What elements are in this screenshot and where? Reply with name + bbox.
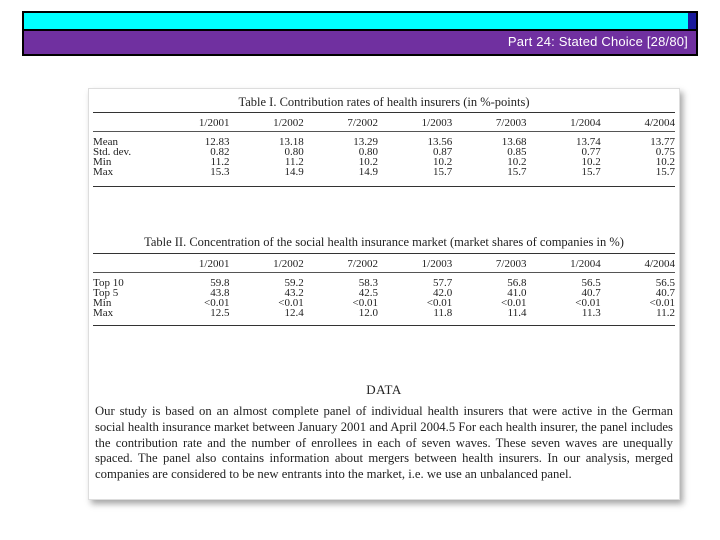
table2-column-header: 1/2004 — [570, 258, 601, 270]
slide-title: Part 24: Stated Choice [28/80] — [507, 34, 688, 49]
table1-cell: 10.2 — [507, 156, 527, 168]
table1-cell: 12.83 — [204, 136, 230, 148]
table2-cell: <0.01 — [500, 297, 527, 309]
table2-cell: 43.2 — [284, 287, 304, 299]
table2-caption: Table II. Concentration of the social health insurance market (market shares of companies in %) — [144, 235, 624, 249]
table2-bottom-rule — [93, 325, 675, 326]
table1-cell: 10.2 — [358, 156, 378, 168]
table2-column-header: 7/2002 — [347, 258, 378, 270]
table1-cell: 13.29 — [353, 136, 378, 148]
table2-cell: 58.3 — [358, 277, 378, 289]
header-title-bar-end — [688, 29, 698, 56]
table1-cell: 0.85 — [507, 146, 527, 158]
table1-column-header: 1/2002 — [273, 117, 304, 129]
table2-body — [93, 278, 675, 318]
table1-header-row — [93, 118, 675, 128]
table2-header-row — [93, 259, 675, 269]
table1-cell: 13.56 — [427, 136, 453, 148]
table2-column-header: 1/2001 — [198, 258, 230, 270]
table1-cell: 15.7 — [581, 166, 601, 178]
table2-cell: 40.7 — [581, 287, 601, 299]
table2-cell: 56.5 — [581, 277, 601, 289]
table1-column-header: 4/2004 — [644, 117, 675, 129]
table1-cell: 0.75 — [655, 146, 675, 158]
table2-row-label: Min — [93, 297, 112, 309]
table1-body — [93, 137, 675, 177]
table1-row-label: Std. dev. — [93, 146, 132, 158]
table2-cell: 57.7 — [432, 277, 453, 289]
table1-row-label: Min — [93, 156, 112, 168]
table1-column-header: 7/2003 — [495, 117, 527, 129]
table1-cell: 14.9 — [358, 166, 378, 178]
header-cyan-band — [22, 11, 692, 31]
table2-cell: <0.01 — [352, 297, 378, 309]
table2-cell: 59.8 — [210, 277, 230, 289]
table1-cell: 0.82 — [210, 146, 230, 158]
table2-cell: 40.7 — [655, 287, 675, 299]
table1-cell: 15.7 — [432, 166, 453, 178]
table2-cell: 59.2 — [284, 277, 304, 289]
table1-bottom-rule — [93, 186, 675, 187]
table2-cell: <0.01 — [649, 297, 675, 309]
table2-cell: 42.5 — [358, 287, 378, 299]
table2-cell: 11.8 — [433, 307, 453, 319]
table1-cell: 13.18 — [278, 136, 304, 148]
table1 — [93, 118, 675, 128]
table1-cell: 14.9 — [284, 166, 304, 178]
table2-cell: 11.3 — [581, 307, 601, 319]
table2-cell: 11.2 — [656, 307, 675, 319]
table1-column-header: 7/2002 — [347, 117, 378, 129]
body-paragraph: Our study is based on an almost complete panel of individual health insurers that were active in the German social health insurance market between January 2001 and April 2004.5 For each health insurer, the panel includes the contribution rate and the number of enrollees in each of seven waves. These seven waves are unequally spaced. The panel also contains information about mergers between health insurers. In our analysis, merged companies are considered to be new entrants into the market, i.e. we use an unbalanced panel. — [95, 404, 673, 482]
table2-row-label: Top 5 — [93, 287, 119, 299]
table2-cell: 56.8 — [507, 277, 527, 289]
table1-row — [93, 167, 675, 177]
table1-cell: 11.2 — [210, 156, 230, 168]
table2-cell: <0.01 — [278, 297, 304, 309]
table2-row — [93, 308, 675, 318]
table2-cell: <0.01 — [426, 297, 453, 309]
table2-cell: 12.4 — [284, 307, 304, 319]
table2-cell: <0.01 — [575, 297, 601, 309]
table2-column-header: 1/2003 — [421, 258, 453, 270]
table2-top-rule — [93, 253, 675, 254]
table1-row-label: Mean — [93, 136, 119, 148]
table1-cell: 13.68 — [501, 136, 527, 148]
table1-cell: 13.77 — [650, 136, 675, 148]
table2-cell: 43.8 — [210, 287, 230, 299]
table2-cell: 42.0 — [432, 287, 453, 299]
table1-cell: 15.3 — [210, 166, 230, 178]
table1-cell: 10.2 — [655, 156, 675, 168]
table2 — [93, 259, 675, 269]
table1-cell: 13.74 — [575, 136, 601, 148]
table1-row-label: Max — [93, 166, 114, 178]
table2-header-rule — [93, 272, 675, 273]
table1-cell: 10.2 — [581, 156, 601, 168]
table2-column-header: 7/2003 — [495, 258, 527, 270]
scanned-document — [88, 88, 680, 500]
table1-column-header: 1/2004 — [570, 117, 601, 129]
section-heading: DATA — [366, 382, 402, 397]
table1-top-rule — [93, 112, 675, 113]
table1-column-header: 1/2003 — [421, 117, 453, 129]
table2-row-label: Top 10 — [93, 277, 124, 289]
table1-cell: 0.80 — [358, 146, 378, 158]
table2-row-label: Max — [93, 307, 114, 319]
table1-cell: 15.7 — [655, 166, 675, 178]
table1-cell: 0.80 — [284, 146, 304, 158]
table1-column-header: 1/2001 — [198, 117, 230, 129]
table2-cell: <0.01 — [203, 297, 230, 309]
table1-header-rule — [93, 131, 675, 132]
table2-column-header: 1/2002 — [273, 258, 304, 270]
table2-cell: 12.5 — [210, 307, 230, 319]
table1-cell: 11.2 — [284, 156, 304, 168]
table1-caption: Table I. Contribution rates of health insurers (in %-points) — [238, 95, 530, 109]
table2-cell: 41.0 — [507, 287, 527, 299]
header-blue-block — [688, 11, 698, 31]
table1-cell: 0.87 — [432, 146, 453, 158]
table2-cell: 12.0 — [358, 307, 378, 319]
table1-cell: 15.7 — [507, 166, 527, 178]
table2-cell: 11.4 — [507, 307, 527, 319]
table2-cell: 56.5 — [655, 277, 675, 289]
table1-cell: 0.77 — [581, 146, 601, 158]
table1-cell: 10.2 — [432, 156, 453, 168]
table2-column-header: 4/2004 — [644, 258, 675, 270]
